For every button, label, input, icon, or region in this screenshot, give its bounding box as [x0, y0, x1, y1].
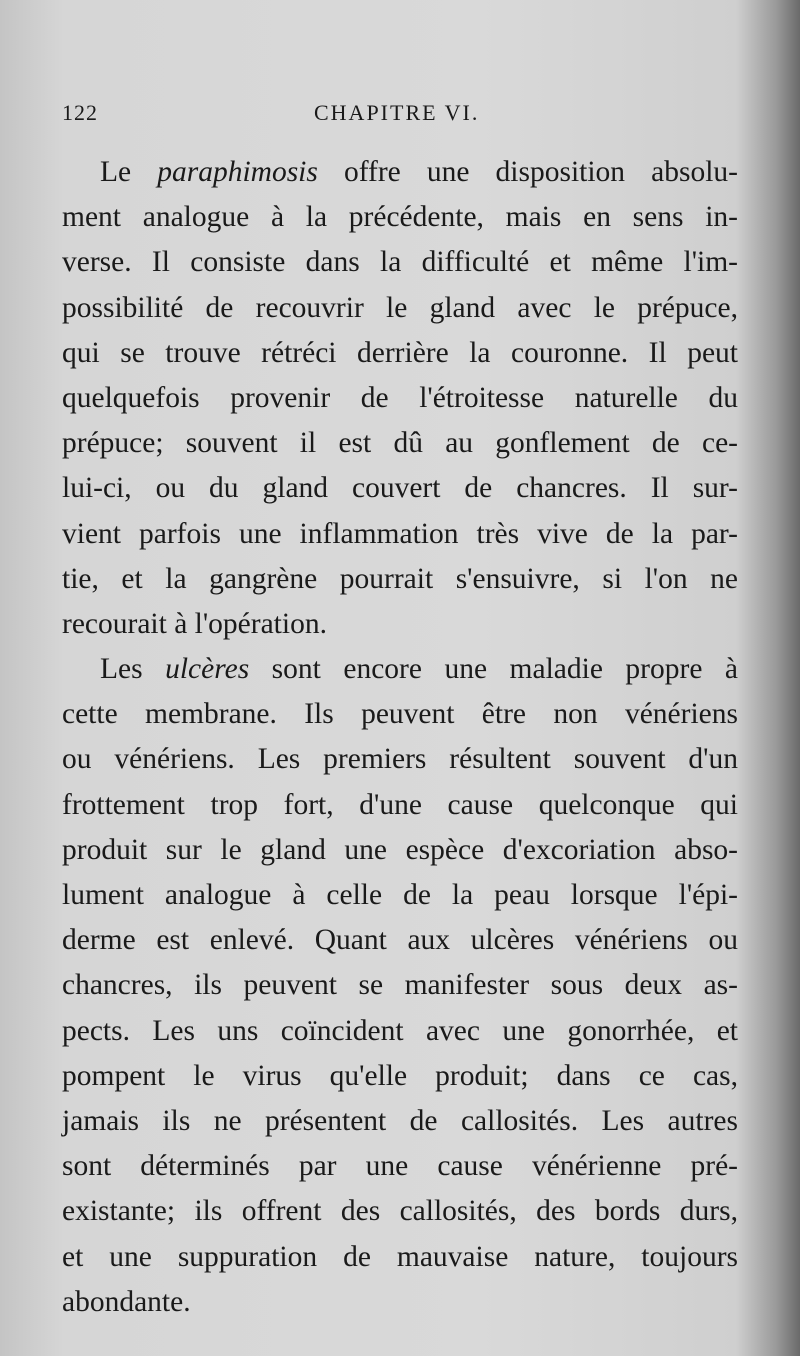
text-line: lument analogue à celle de la peau lorsque l'épi-: [62, 879, 738, 911]
text-line: cette membrane. Ils peuvent être non vénériens: [62, 698, 738, 731]
italic-term: ulcères: [165, 653, 250, 686]
text-line: chancres, ils peuvent se manifester sous deux as-: [62, 969, 738, 1002]
text-line: et une suppuration de mauvaise nature, toujours: [62, 1240, 738, 1273]
body-text: [62, 150, 738, 1325]
text-line: tie, et la gangrène pourrait s'ensuivre, si l'on ne: [62, 562, 738, 595]
text-line: ment analogue à la précédente, mais en sens in-: [62, 201, 738, 234]
text-line: abondante.: [62, 1285, 191, 1318]
text-line: Le paraphimosis offre une disposition absolu-: [100, 156, 738, 188]
text-line: lui-ci, ou du gland couvert de chancres. Il sur-: [62, 472, 738, 505]
text-line: derme est enlevé. Quant aux ulcères vénériens ou: [62, 924, 738, 957]
paragraph-2: [62, 647, 738, 1325]
running-header: [62, 100, 722, 136]
text-line: qui se trouve rétréci derrière la couronne. Il peut: [62, 336, 738, 369]
text-line: recourait à l'opération.: [62, 607, 327, 640]
text-line: prépuce; souvent il est dû au gonflement de ce-: [62, 427, 738, 460]
text-line: sont déterminés par une cause vénérienne pré-: [62, 1150, 738, 1183]
text-line: Les ulcères sont encore une maladie propre à: [100, 653, 739, 686]
text-line: jamais ils ne présentent de callosités. Les autres: [62, 1104, 738, 1137]
text-line: frottement trop fort, d'une cause quelconque qui: [62, 788, 738, 821]
text-line: existante; ils offrent des callosités, des bords durs,: [62, 1195, 738, 1228]
paragraph-1: [62, 150, 738, 647]
text-line: verse. Il consiste dans la difficulté et même l'im-: [62, 246, 738, 279]
italic-term: paraphimosis: [157, 156, 318, 188]
text-line: ou vénériens. Les premiers résultent souvent d'un: [62, 743, 738, 776]
text-line: quelquefois provenir de l'étroitesse naturelle du: [62, 381, 738, 414]
text-line: vient parfois une inflammation très vive de la par-: [62, 517, 738, 550]
text-line: possibilité de recouvrir le gland avec le prépuce,: [62, 291, 738, 324]
text-line: pects. Les uns coïncident avec une gonorrhée, et: [62, 1014, 738, 1047]
page-number: 122: [62, 100, 98, 125]
text-line: produit sur le gland une espèce d'excoriation abso-: [62, 833, 738, 866]
chapter-title: CHAPITRE VI.: [314, 100, 480, 125]
text-line: pompent le virus qu'elle produit; dans ce cas,: [62, 1059, 738, 1092]
